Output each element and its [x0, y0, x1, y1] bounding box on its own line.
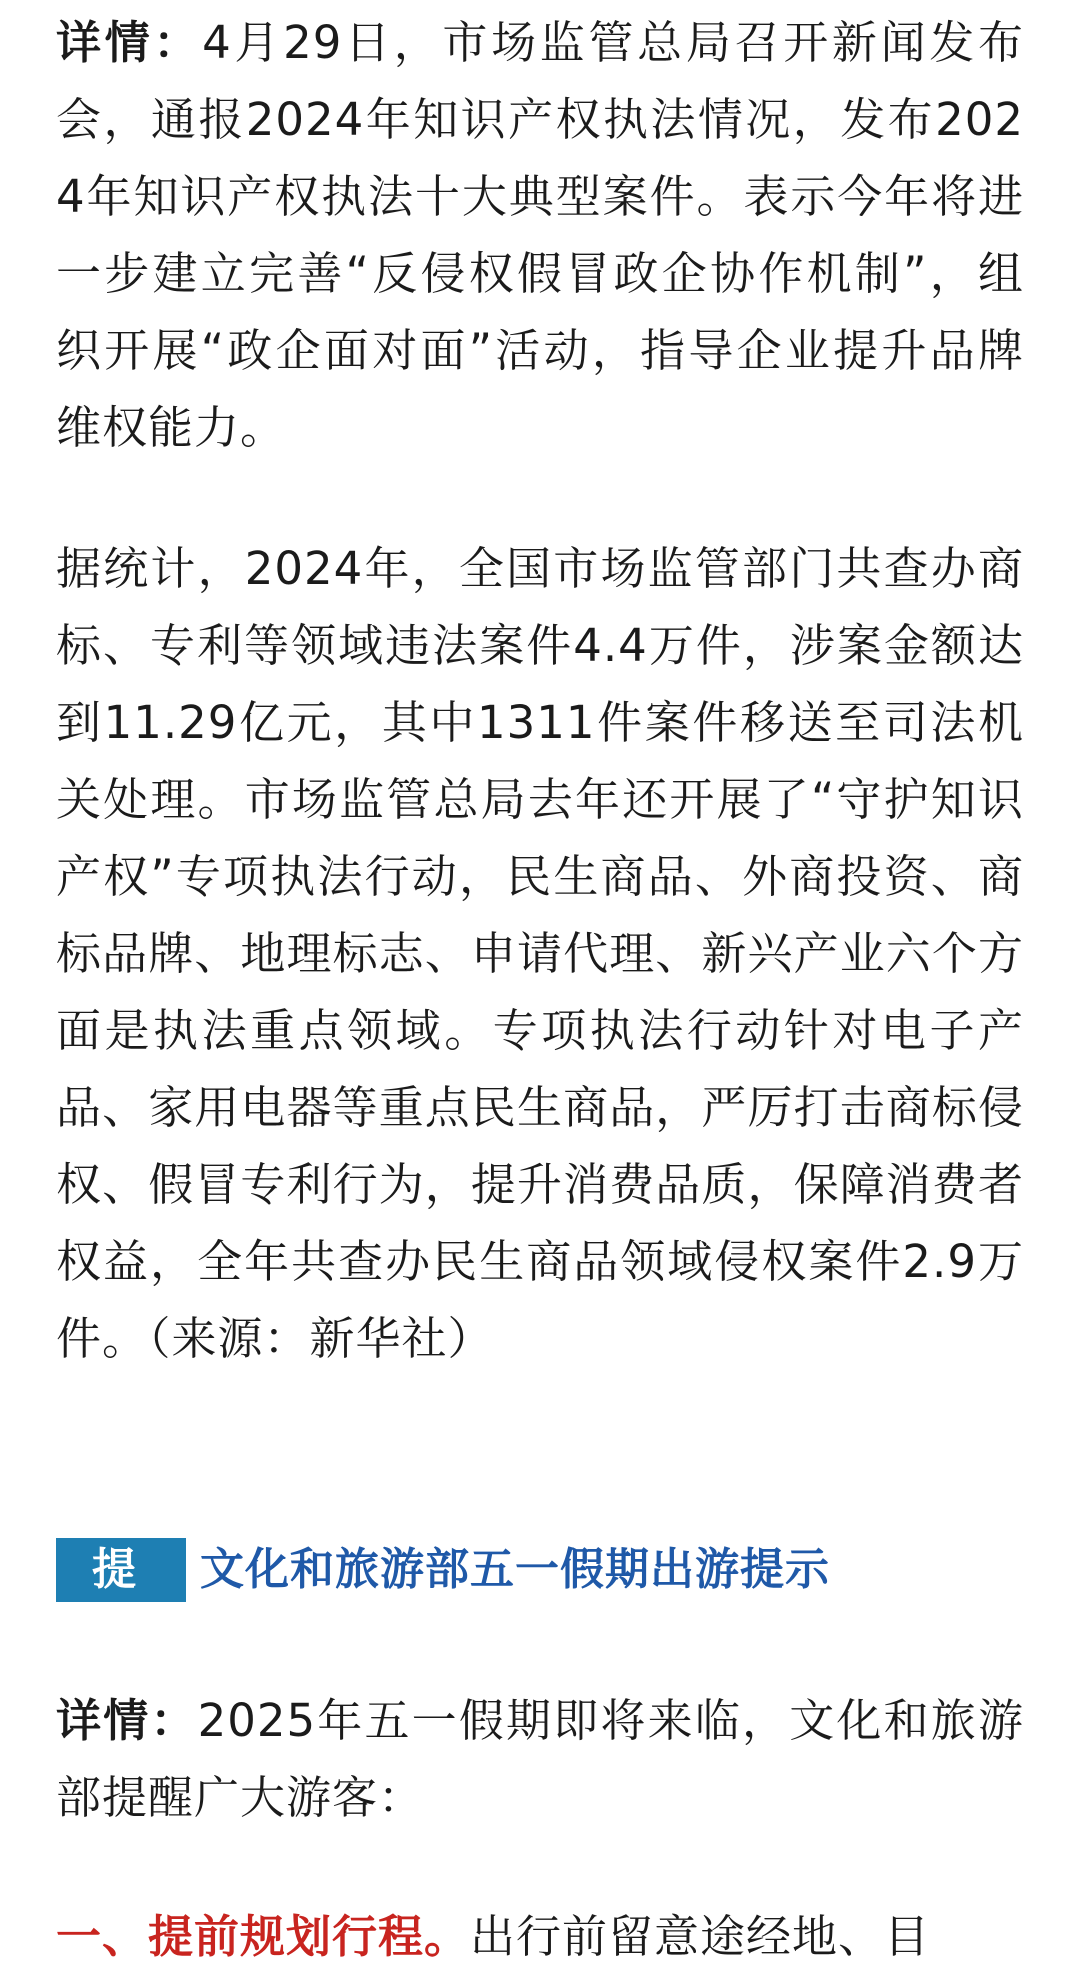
details-label: 详情：	[56, 16, 203, 69]
details-label: 详情：	[56, 1694, 198, 1747]
paragraph-statistics	[56, 530, 1024, 1377]
paragraph-text: 4月29日，市场监管总局召开新闻发布会，通报2024年知识产权执法情况，发布2024年知识产权执法十大典型案件。表示今年将进一步建立完善“反侵权假冒政企协作机制”，组织开展“政企面对面”活动，指导企业提升品牌维权能力。	[56, 16, 1024, 454]
paragraph-text: 据统计，2024年，全国市场监管部门共查办商标、专利等领域违法案件4.4万件，涉案金额达到11.29亿元，其中1311件案件移送至司法机关处理。市场监管总局去年还开展了“守护知识产权”专项执法行动，民生商品、外商投资、商标品牌、地理标志、申请代理、新兴产业六个方面是执法重点领域。专项执法行动针对电子产品、家用电器等重点民生商品，严厉打击商标侵权、假冒专利行为，提升消费品质，保障消费者权益，全年共查办民生商品领域侵权案件2.9万件。（来源：新华社）	[56, 542, 1024, 1365]
numbered-heading: 一、提前规划行程。	[56, 1910, 471, 1963]
tip-heading	[56, 1538, 830, 1659]
tip-badge: 提示	[56, 1538, 186, 1602]
paragraph-details-travel	[56, 1682, 1024, 1836]
paragraph-text: 出行前留意途经地、目	[470, 1910, 931, 1963]
tip-title: 文化和旅游部五一假期出游提示	[200, 1544, 830, 1595]
paragraph-plan-ahead	[56, 1898, 1024, 1975]
paragraph-details-ip-enforcement	[56, 4, 1024, 466]
paragraph-text: 2025年五一假期即将来临，文化和旅游部提醒广大游客：	[56, 1694, 1024, 1824]
